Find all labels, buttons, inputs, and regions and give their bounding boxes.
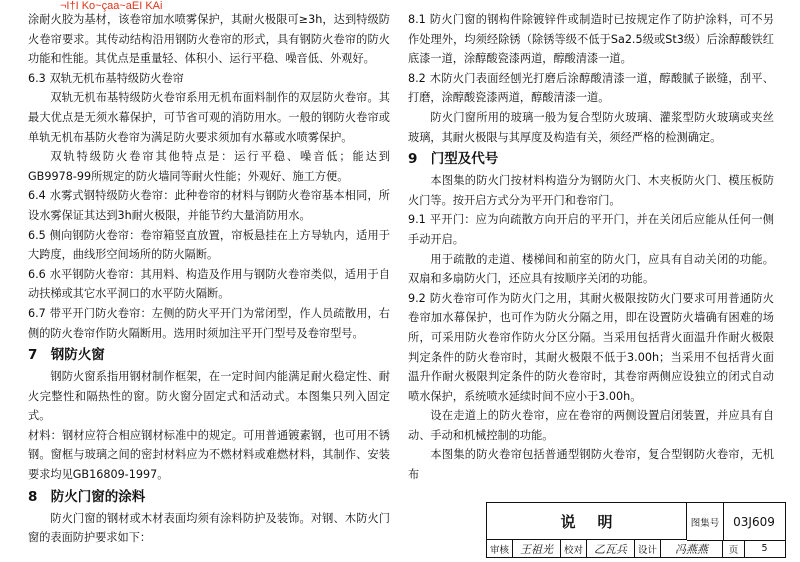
document-title: 说明 bbox=[487, 503, 687, 540]
section-6-3-paragraph-2: 双轨特级防火卷帘其他特点是：运行平稳、噪音低；能达到GB9978-99所规定的防火墙同等耐火性能；外观好、施工方便。 bbox=[28, 150, 390, 183]
section-text: 木防火门表面经刨光打磨后涂醇酸清漆一道，醇酸腻子嵌缝，刮平、打磨，涂醇酸瓷漆两道，醇酸清漆一道。 bbox=[408, 71, 774, 105]
section-6-7 bbox=[28, 304, 390, 343]
section-6-4 bbox=[28, 186, 390, 225]
section-9-2-paragraph-3: 本图集的防火卷帘包括普通型钢防火卷帘，复合型钢防火卷帘，无机布 bbox=[408, 448, 774, 482]
title-block bbox=[486, 502, 786, 558]
section-6-5 bbox=[28, 226, 390, 265]
chapter-title: 门型及代号 bbox=[430, 151, 499, 168]
intro-paragraph: 涂耐火胶为基材，该卷帘加水喷雾保护，其耐火极限可≥3h，达到特级防火卷帘要求。其传动结构沿用钢防火卷帘的形式，具有钢防火卷帘的防火功能和性能。其优点是重量轻、体积小、运行平稳、噪音低、外观好。 bbox=[28, 13, 390, 66]
section-6-3-paragraph-1: 双轨无机布基特级防火卷帘系用无机布面料制作的双层防火卷帘。其最大优点是无须水幕保护，可节省可观的消防用水。一般的钢防火卷帘或单轨无机布基防火卷帘为满足防火要求须加有水幕或水喷雾保护。 bbox=[28, 91, 390, 144]
check-label: 校对 bbox=[561, 540, 587, 557]
design-signature: 冯燕燕 bbox=[661, 540, 723, 557]
section-number: 6.4 bbox=[28, 189, 46, 203]
review-signature: 王祖光 bbox=[513, 540, 561, 557]
chapter-number: 8 bbox=[28, 488, 38, 505]
chapter-8-paragraph-1: 防火门窗的钢材或木材表面均须有涂料防护及装饰。对钢、木防火门窗的表面防护要求如下： bbox=[28, 511, 390, 545]
atlas-number-label: 图集号 bbox=[687, 503, 724, 541]
review-label: 审核 bbox=[487, 540, 513, 557]
header-garbled-text: ¬I†I Ko~çaa~aEI KAi bbox=[60, 0, 163, 12]
chapter-title: 防火门窗的涂料 bbox=[50, 488, 146, 505]
section-text: 平开门：应为向疏散方向开启的平开门，并在关闭后应能从任何一侧手动开启。 bbox=[408, 213, 774, 246]
section-number: 6.5 bbox=[28, 228, 46, 242]
section-8-2 bbox=[408, 69, 774, 108]
section-text: 防火卷帘可作为防火门之用，其耐火极限按防火门要求可用普通防火卷帘加水幕保护，也可作为防火分隔之用，即在设置防火墙确有困难的场所，可采用防火卷帘作防火分区分隔。当采用包括背火面温升作耐火极限判定条件的防火卷帘时，其耐火极限不低于3.00h；当采用不包括背火面温升作耐火极限判定条件的防火卷帘时，其卷帘两侧应设独立的闭式自动喷水保护，系统喷水延续时间不应小于3.00h。 bbox=[408, 291, 774, 403]
section-number: 9.1 bbox=[408, 213, 426, 227]
chapter-9-paragraph-1: 本图集的防火门按材料构造分为钢防火门、木夹板防火门、模压板防火门等。按开启方式分为平开门和卷帘门。 bbox=[408, 174, 774, 207]
section-text: 水雾式钢特级防火卷帘：此种卷帘的材料与钢防火卷帘基本相同，所设水雾保证其达到3h耐火极限，并能节约大量消防用水。 bbox=[28, 189, 390, 222]
section-9-1 bbox=[408, 210, 774, 249]
section-number: 6.6 bbox=[28, 267, 46, 281]
section-9-1-paragraph-2: 用于疏散的走道、楼梯间和前室的防火门，应具有自动关闭的功能。双扇和多扇防火门，还应具有按顺序关闭的功能。 bbox=[408, 252, 774, 286]
chapter-8-heading bbox=[28, 488, 390, 507]
chapter-title: 钢防火窗 bbox=[50, 347, 105, 364]
section-number: 6.3 bbox=[28, 71, 46, 85]
section-8-1 bbox=[408, 10, 774, 69]
glass-paragraph: 防火门窗所用的玻璃一般为复合型防火玻璃、灌浆型防火玻璃或夹丝玻璃，其耐火极限与其厚度及构造有关，须经严格的检测确定。 bbox=[408, 110, 774, 144]
chapter-9-heading bbox=[408, 150, 774, 169]
section-text: 带平开门防火卷帘：左侧的防火平开门为常闭型，作人员疏散用，右侧的防火卷帘作防火隔断用。选用时须加注平开门型号及卷帘型号。 bbox=[28, 306, 390, 340]
section-9-2 bbox=[408, 289, 774, 407]
section-title: 双轨无机布基特级防火卷帘 bbox=[49, 71, 184, 85]
section-number: 8.2 bbox=[408, 71, 426, 85]
left-column bbox=[28, 10, 390, 548]
chapter-number: 9 bbox=[408, 151, 418, 168]
section-6-6 bbox=[28, 265, 390, 304]
section-text: 侧向钢防火卷帘：卷帘箱竖直放置，帘板悬挂在上方导轨内，适用于大跨度，曲线形空间场所的防火隔断。 bbox=[28, 228, 390, 262]
design-label: 设计 bbox=[635, 540, 661, 557]
right-column bbox=[408, 10, 774, 485]
section-9-2-paragraph-2: 设在走道上的防火卷帘，应在卷帘的两侧设置启闭装置，并应具有自动、手动和机械控制的功能。 bbox=[408, 409, 774, 442]
chapter-number: 7 bbox=[28, 347, 38, 364]
page-label: 页 bbox=[723, 540, 745, 557]
check-signature: 乙瓦兵 bbox=[587, 540, 635, 557]
chapter-7-heading bbox=[28, 346, 390, 365]
atlas-number-value: 03J609 bbox=[723, 503, 785, 541]
signature-row bbox=[487, 540, 785, 557]
section-number: 8.1 bbox=[408, 13, 426, 26]
section-text: 水平钢防火卷帘：其用料、构造及作用与钢防火卷帘类似，适用于自动扶梯或其它水平洞口的水平防火隔断。 bbox=[28, 267, 390, 301]
chapter-7-paragraph-1: 钢防火窗系指用钢材制作框架，在一定时间内能满足耐火稳定性、耐火完整性和隔热性的窗。防火窗分固定式和活动式。本图集只列入固定式。 bbox=[28, 370, 390, 423]
section-number: 9.2 bbox=[408, 291, 426, 305]
section-6-3-heading bbox=[28, 69, 390, 89]
section-number: 6.7 bbox=[28, 306, 46, 320]
section-text: 防火门窗的钢构件除镀锌件或制造时已按规定作了防护涂料，可不另作处理外，均须经除锈（除锈等级不低于Sa2.5级或St3级）后涂醇酸铁红底漆一道，涂醇酸瓷漆两道，醇酸清漆一道。 bbox=[408, 13, 774, 66]
chapter-7-paragraph-2: 材料：钢材应符合相应钢材标准中的规定。可用普通镀素钢，也可用不锈钢。窗框与玻璃之间的密封材料应为不燃材料或难燃材料，其制作、安装要求均见GB16809-1997。 bbox=[28, 428, 390, 482]
page-number: 5 bbox=[761, 543, 768, 554]
